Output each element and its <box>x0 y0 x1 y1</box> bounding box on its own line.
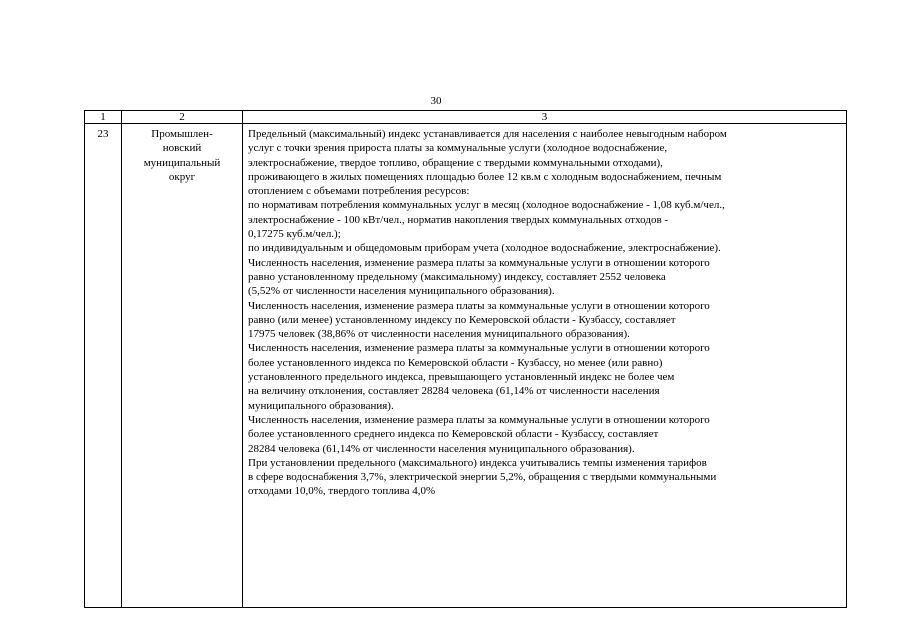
description-line: электроснабжение - 100 кВт/чел., норматив накопления твердых коммунальных отходов - <box>248 213 669 226</box>
description-line: При установлении предельного (максимального) индекса учитывались темпы изменения тарифов <box>248 456 707 469</box>
column-header-2: 2 <box>122 111 243 124</box>
municipality-name-cell <box>122 124 243 608</box>
description-line: проживающего в жилых помещениях площадью более 12 кв.м с холодным водоснабжением, печным <box>248 170 722 183</box>
description-line: равно (или менее) установленному индексу по Кемеровской области - Кузбассу, составляет <box>248 313 676 326</box>
description-cell <box>243 124 847 608</box>
description-line: установленного предельного индекса, превышающего установленный индекс не более чем <box>248 371 675 384</box>
description-line: на величину отклонения, составляет 28284 человека (61,14% от численности населения <box>248 385 660 398</box>
municipality-name-line: муниципальный <box>143 156 221 169</box>
description-line: муниципального образования). <box>248 399 394 412</box>
description-line: Численность населения, изменение размера платы за коммунальные услуги в отношении которого <box>248 342 710 355</box>
column-header-3: 3 <box>243 111 847 124</box>
municipality-name-line: округ <box>168 170 196 183</box>
page-number: 30 <box>430 95 442 107</box>
description-line: Предельный (максимальный) индекс устанавливается для населения с наиболее невыгодным набором <box>248 128 727 140</box>
row-number: 23 <box>85 124 122 608</box>
table-row <box>85 124 847 608</box>
description-line: (5,52% от численности населения муниципального образования). <box>248 285 555 298</box>
description-line: 0,17275 куб.м/чел.); <box>248 228 341 241</box>
description-line: в сфере водоснабжения 3,7%, электрической энергии 5,2%, обращения с твердыми коммунальными <box>248 471 717 484</box>
municipality-name-line: Промышлен- <box>151 128 213 140</box>
description-line: электроснабжение, твердое топливо, обращение с твердыми коммунальными отходами), <box>248 156 663 169</box>
municipality-name-line: новский <box>162 142 202 155</box>
data-table <box>84 110 847 608</box>
description-line: по индивидуальным и общедомовым приборам учета (холодное водоснабжение, электроснабжение). <box>248 242 721 255</box>
description-line: равно установленному предельному (максимальному) индексу, составляет 2552 человека <box>248 270 666 283</box>
description-line: Численность населения, изменение размера платы за коммунальные услуги в отношении которого <box>248 256 710 269</box>
description-line: 28284 человека (61,14% от численности населения муниципального образования). <box>248 442 635 455</box>
description-line: Численность населения, изменение размера платы за коммунальные услуги в отношении которого <box>248 299 710 312</box>
description-line: отходами 10,0%, твердого топлива 4,0% <box>248 485 436 498</box>
description-line: более установленного среднего индекса по Кемеровской области - Кузбассу, составляет <box>248 428 659 441</box>
description-line: по нормативам потребления коммунальных услуг в месяц (холодное водоснабжение - 1,08 куб.м/чел., <box>248 199 725 212</box>
description-line: отоплением с объемами потребления ресурсов: <box>248 185 470 198</box>
column-header-1: 1 <box>85 111 122 124</box>
description-line: более установленного индекса по Кемеровской области - Кузбассу, но менее (или равно) <box>248 356 663 369</box>
description-line: 17975 человек (38,86% от численности населения муниципального образования). <box>248 328 630 341</box>
table-header-row <box>85 111 847 124</box>
description-line: услуг с точки зрения прироста платы за коммунальные услуги (холодное водоснабжение, <box>248 142 668 155</box>
description-line: Численность населения, изменение размера платы за коммунальные услуги в отношении которого <box>248 413 710 426</box>
